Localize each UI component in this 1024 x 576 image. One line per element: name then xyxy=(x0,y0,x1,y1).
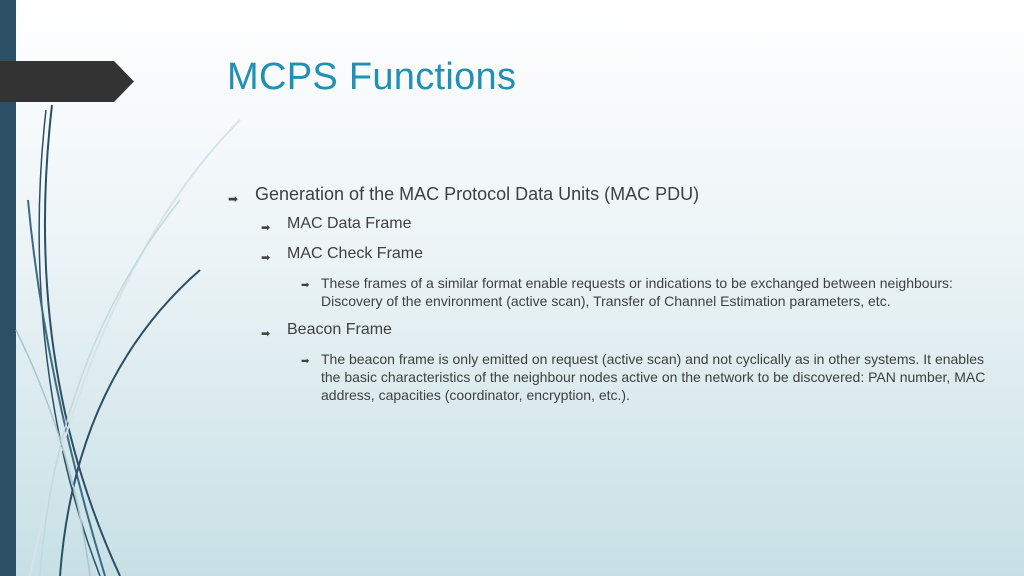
arrow-bullet-icon: ➡ xyxy=(261,252,271,264)
bullet-text: These frames of a similar format enable requests or indications to be exchanged between neighbours: Discovery of the environment (active scan), Transfer of Channel Estimation parameters, etc. xyxy=(321,275,953,309)
bullet-text: Beacon Frame xyxy=(287,321,392,338)
bullet-text: Generation of the MAC Protocol Data Units (MAC PDU) xyxy=(255,184,700,204)
slide-title: MCPS Functions xyxy=(227,56,517,98)
bullet-item xyxy=(228,182,988,206)
bullet-item xyxy=(261,214,988,234)
bullet-text: MAC Data Frame xyxy=(287,215,412,232)
bullet-list xyxy=(228,182,988,414)
bullet-text: The beacon frame is only emitted on request (active scan) and not cyclically as in other systems. It enables the basic characteristics of the neighbour nodes active on the network to be discovered: PAN number, MAC address, capacities (coordinator, encryption, etc.). xyxy=(321,351,986,403)
bullet-item xyxy=(261,320,988,340)
bullet-item xyxy=(301,274,988,310)
arrow-bullet-icon: ➡ xyxy=(301,356,310,367)
bullet-item xyxy=(301,350,988,404)
title-tab-shape xyxy=(0,61,134,102)
arrow-bullet-icon: ➡ xyxy=(261,222,271,234)
arrow-bullet-icon: ➡ xyxy=(261,328,271,340)
arrow-bullet-icon: ➡ xyxy=(228,192,239,206)
bullet-text: MAC Check Frame xyxy=(287,245,424,262)
bullet-item xyxy=(261,244,988,264)
arrow-bullet-icon: ➡ xyxy=(301,280,310,291)
